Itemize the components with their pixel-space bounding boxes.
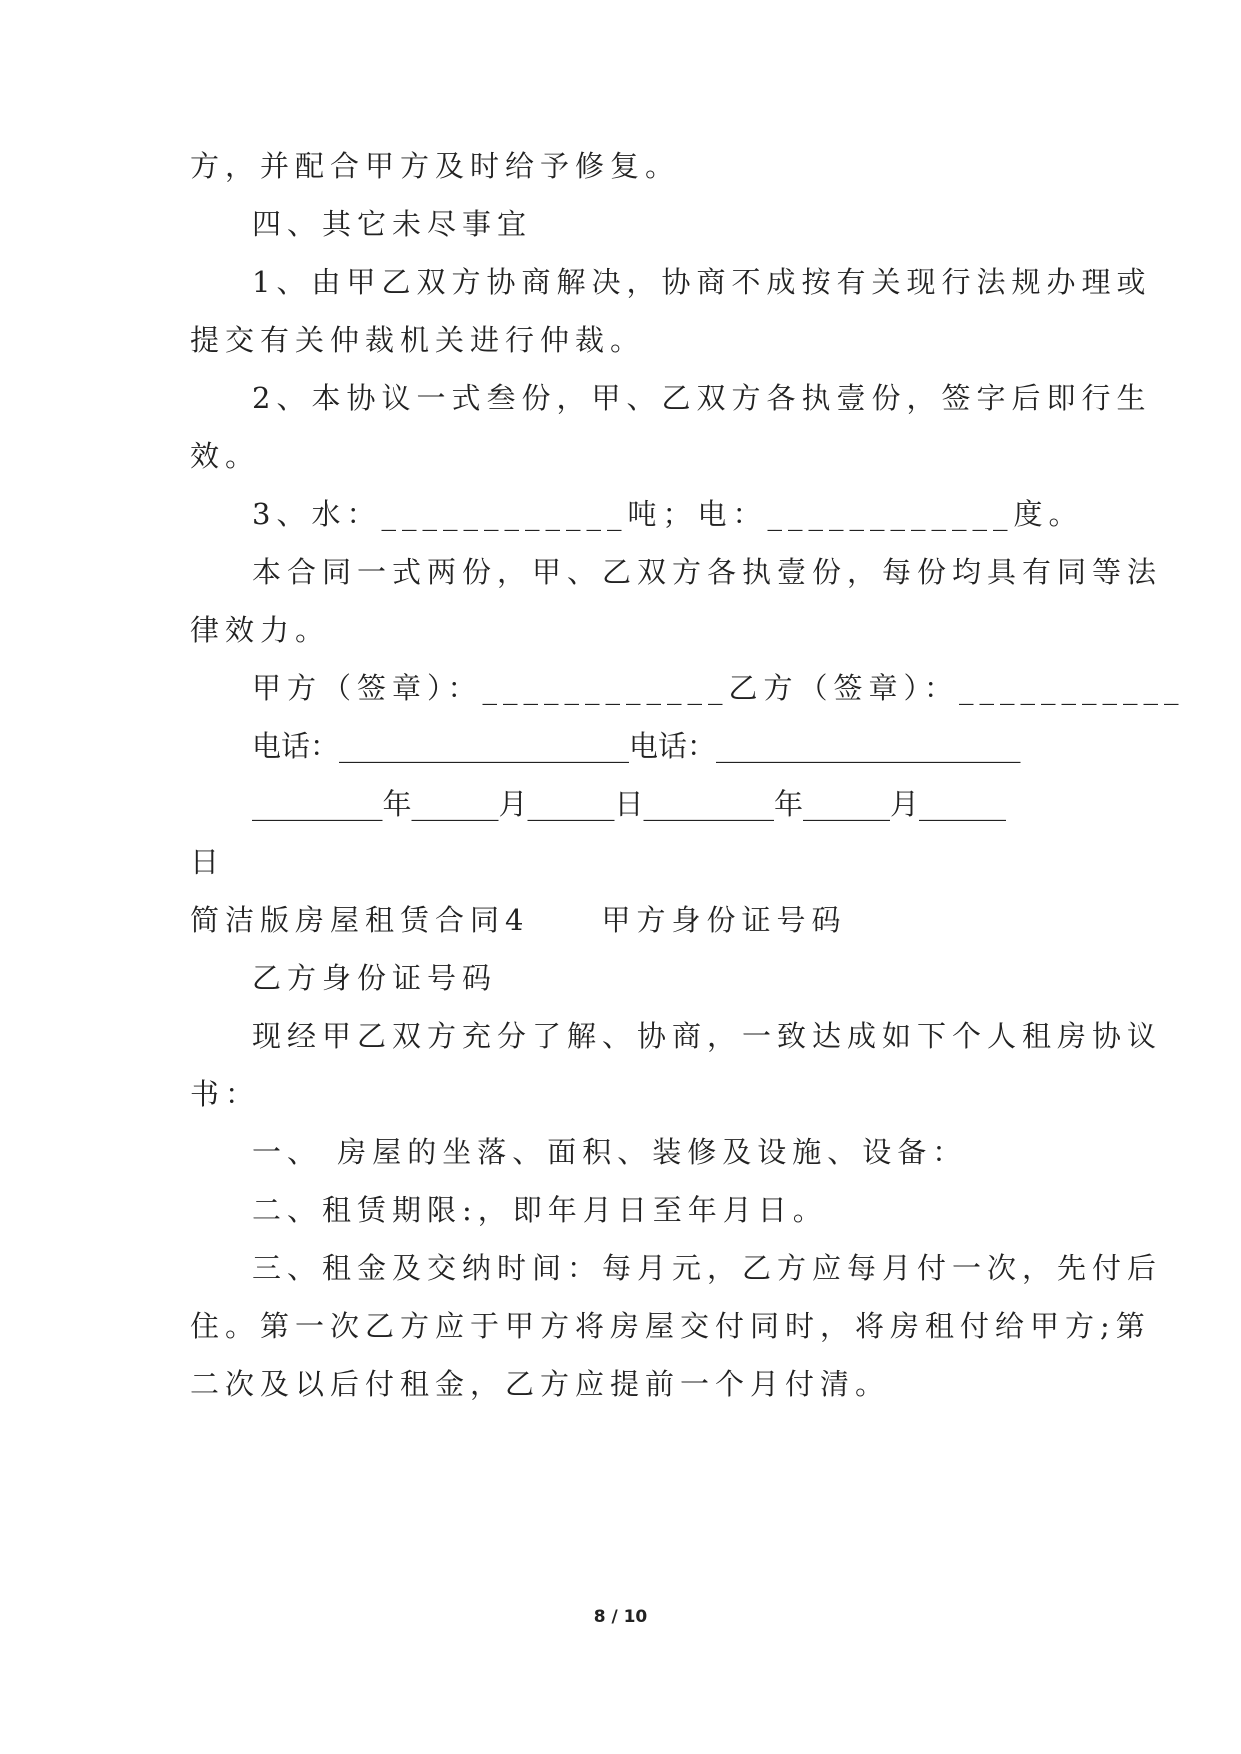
clause-line: 三、租金及交纳时间：每月元，乙方应每月付一次，先付后 [252, 1251, 1163, 1285]
date-line: _________年______月______日_________年______月______ [252, 787, 1007, 821]
paragraph-line: 效。 [190, 439, 261, 473]
paragraph-line: 2、本协议一式叁份，甲、乙双方各执壹份，签字后即行生 [252, 381, 1152, 415]
phone-line: 电话：____________________电话：_____________________ [252, 729, 1021, 763]
contract-title: 简洁版房屋租赁合同4 [190, 903, 530, 937]
paragraph-line: 日 [190, 845, 226, 879]
water-electric-line: 3、水：____________吨；电：____________度。 [252, 497, 1084, 531]
section-heading: 四、其它未尽事宜 [252, 207, 533, 241]
contract-title-line [190, 900, 846, 940]
paragraph-line: 二次及以后付租金，乙方应提前一个月付清。 [190, 1367, 891, 1401]
paragraph-line: 方，并配合甲方及时给予修复。 [190, 149, 681, 183]
paragraph-line: 住。第一次乙方应于甲方将房屋交付同时，将房租付给甲方;第 [190, 1309, 1151, 1343]
page-number: 8 / 10 [593, 1607, 648, 1627]
paragraph-line: 1、由甲乙双方协商解决，协商不成按有关现行法规办理或 [252, 265, 1152, 299]
paragraph-line: 现经甲乙双方充分了解、协商，一致达成如下个人租房协议 [252, 1019, 1163, 1053]
clause-line: 一、 房屋的坐落、面积、装修及设施、设备： [252, 1135, 968, 1169]
clause-line: 二、租赁期限:，即年月日至年月日。 [252, 1193, 828, 1227]
paragraph-line: 律效力。 [190, 613, 331, 647]
party-b-id-label: 乙方身份证号码 [252, 961, 498, 995]
paragraph-line: 提交有关仲裁机关进行仲裁。 [190, 323, 646, 357]
signature-line: 甲方（签章）：____________乙方（签章）：___________ [252, 671, 1185, 705]
party-a-id-label: 甲方身份证号码 [601, 903, 847, 937]
paragraph-line: 本合同一式两份，甲、乙双方各执壹份，每份均具有同等法 [252, 555, 1163, 589]
paragraph-line: 书： [190, 1077, 261, 1111]
